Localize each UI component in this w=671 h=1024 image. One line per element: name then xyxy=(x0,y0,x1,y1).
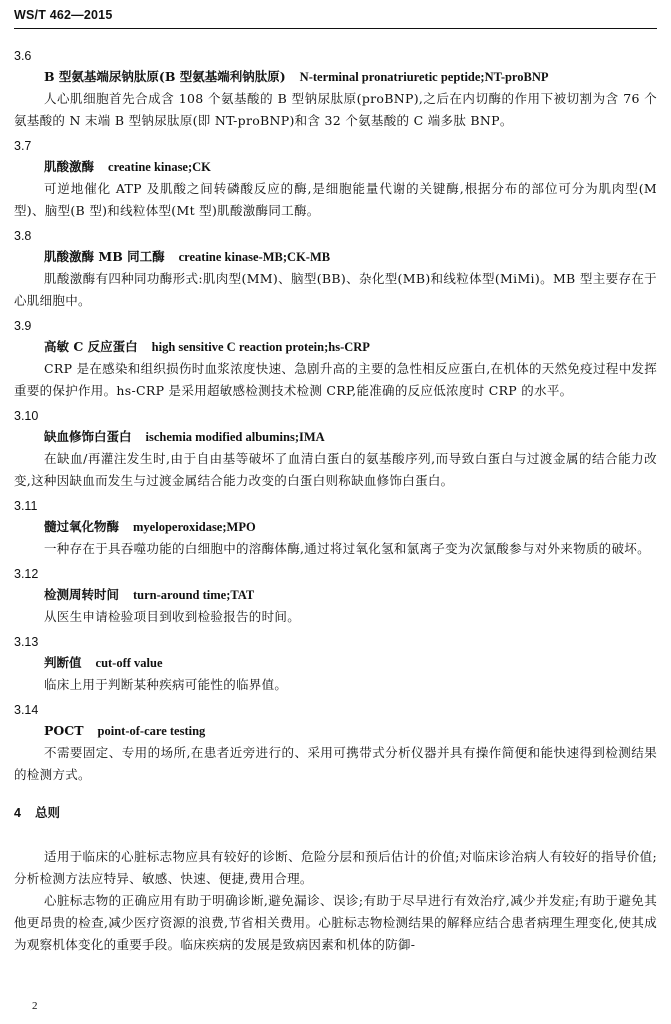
term-number: 3.10 xyxy=(14,409,39,423)
term-entry xyxy=(14,226,657,312)
term-zh: POCT xyxy=(44,723,84,738)
term-en: ischemia modified albumins;IMA xyxy=(145,430,325,444)
standard-code: WS/T 462—2015 xyxy=(14,8,113,22)
term-en: cut-off value xyxy=(95,656,163,670)
term-en: myeloperoxidase;MPO xyxy=(133,520,256,534)
section-number: 4 xyxy=(14,806,21,820)
term-definition: 一种存在于具吞噬功能的白细胞中的溶酶体酶,通过将过氧化氢和氯离子变为次氯酸参与对外来物质的破坏。 xyxy=(44,541,650,556)
term-entry xyxy=(14,136,657,222)
term-number: 3.13 xyxy=(14,635,39,649)
term-entry xyxy=(14,496,657,560)
term-number: 3.14 xyxy=(14,703,39,717)
term-zh: 缺血修饰白蛋白 xyxy=(44,429,132,444)
term-definition: 从医生申请检验项目到收到检验报告的时间。 xyxy=(44,609,301,624)
term-definition: 临床上用于判断某种疾病可能性的临界值。 xyxy=(44,677,288,692)
term-zh: 肌酸激酶 MB 同工酶 xyxy=(44,249,165,264)
term-entry xyxy=(14,564,657,628)
term-number: 3.6 xyxy=(14,49,32,63)
section-heading xyxy=(14,802,657,824)
page-number: 2 xyxy=(32,1000,38,1012)
term-heading xyxy=(44,336,657,358)
term-en: turn-around time;TAT xyxy=(133,588,255,602)
term-en: N-terminal pronatriuretic peptide;NT-proBNP xyxy=(299,70,549,84)
term-definition: 人心肌细胞首先合成含 108 个氨基酸的 B 型钠尿肽原(proBNP),之后在内切酶的作用下被切割为含 76 个氨基酸的 N 末端 B 型钠尿肽原(即 NT-proBNP)和含 32 个氨基酸的 C 端多肽 BNP。 xyxy=(14,91,657,128)
term-zh: B 型氨基端尿钠肽原(B 型氨基端利钠肽原) xyxy=(44,69,286,84)
term-heading xyxy=(44,66,657,88)
term-heading xyxy=(44,720,657,742)
term-definition: 可逆地催化 ATP 及肌酸之间转磷酸反应的酶,是细胞能量代谢的关键酶,根据分布的部位可分为肌肉型(M 型)、脑型(B 型)和线粒体型(Mt 型)肌酸激酶同工酶。 xyxy=(14,181,657,218)
term-definition: 在缺血/再灌注发生时,由于自由基等破坏了血清白蛋白的氨基酸序列,而导致白蛋白与过渡金属的结合能力改变,这种因缺血而发生与过渡金属结合能力改变的白蛋白则称缺血修饰白蛋白。 xyxy=(14,451,657,488)
term-entry xyxy=(14,46,657,132)
term-definition: 肌酸激酶有四种同功酶形式:肌肉型(MM)、脑型(BB)、杂化型(MB)和线粒体型(MiMi)。MB 型主要存在于心肌细胞中。 xyxy=(14,271,657,308)
term-entry xyxy=(14,406,657,492)
term-zh: 髓过氧化物酶 xyxy=(44,519,120,534)
term-en: creatine kinase;CK xyxy=(108,160,211,174)
term-definition: CRP 是在感染和组织损伤时血浆浓度快速、急剧升高的主要的急性相反应蛋白,在机体的天然免疫过程中发挥重要的保护作用。hs-CRP 是采用超敏感检测技术检测 CRP,能准确的反应低浓度时 CRP 的水平。 xyxy=(14,361,657,398)
term-en: high sensitive C reaction protein;hs-CRP xyxy=(151,340,370,354)
term-entry xyxy=(14,632,657,696)
term-heading xyxy=(44,246,657,268)
document-body xyxy=(14,46,657,956)
section-paragraph: 适用于临床的心脏标志物应具有较好的诊断、危险分层和预后估计的价值;对临床诊治病人有较好的指导价值;分析检测方法应特异、敏感、快速、便捷,费用合理。 xyxy=(14,849,657,886)
term-number: 3.8 xyxy=(14,229,32,243)
term-en: point-of-care testing xyxy=(97,724,206,738)
term-heading xyxy=(44,426,657,448)
term-zh: 检测周转时间 xyxy=(44,587,120,602)
term-zh: 判断值 xyxy=(44,655,82,670)
term-heading xyxy=(44,516,657,538)
term-number: 3.9 xyxy=(14,319,32,333)
term-number: 3.7 xyxy=(14,139,32,153)
term-heading xyxy=(44,156,657,178)
term-entry xyxy=(14,700,657,786)
term-definition: 不需要固定、专用的场所,在患者近旁进行的、采用可携带式分析仪器并具有操作简便和能快速得到检测结果的检测方式。 xyxy=(14,745,657,782)
term-en: creatine kinase-MB;CK-MB xyxy=(178,250,331,264)
term-number: 3.12 xyxy=(14,567,39,581)
term-zh: 肌酸激酶 xyxy=(44,159,95,174)
term-zh: 高敏 C 反应蛋白 xyxy=(44,339,138,354)
term-entry xyxy=(14,316,657,402)
section-paragraph: 心脏标志物的正确应用有助于明确诊断,避免漏诊、误诊;有助于尽早进行有效治疗,减少并发症;有助于避免其他更昂贵的检查,减少医疗资源的浪费,节省相关费用。心脏标志物检测结果的解释应结合患者病理生理变化,使其成为观察机体变化的重要手段。临床疾病的发展是致病因素和机体的防御- xyxy=(14,893,657,952)
term-number: 3.11 xyxy=(14,499,38,513)
section-title: 总则 xyxy=(34,805,60,820)
header-rule xyxy=(14,28,657,29)
term-heading xyxy=(44,584,657,606)
term-heading xyxy=(44,652,657,674)
